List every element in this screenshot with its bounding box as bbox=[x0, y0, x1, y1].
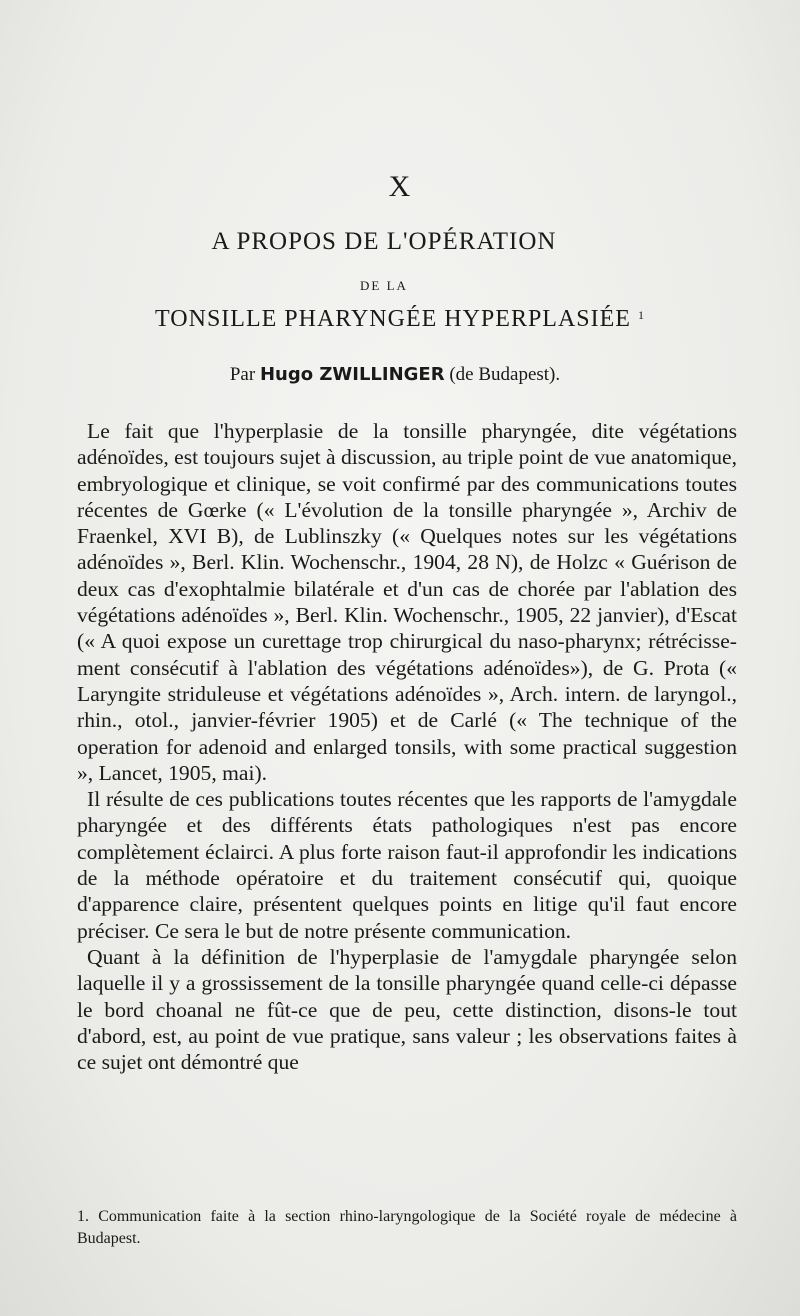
article-title-line2: DE LA bbox=[360, 278, 408, 293]
footnote-number: 1. bbox=[77, 1208, 89, 1225]
article-body bbox=[77, 418, 737, 1075]
byline-prefix: Par bbox=[229, 364, 256, 385]
byline bbox=[0, 364, 790, 386]
body-paragraph-1: Le fait que l'hyperplasie de la tonsille pharyngée, dite végétations adénoïdes, est toujours sujet à discussion, au triple point de vue anatomique, embryologique et clinique, se voit confirmé par des communications toutes récentes de Gœrke (« L'évolution de la tonsille pharyngée », Archiv de Fraenkel, XVI B), de Lublinszky (« Quelques notes sur les végétations adénoïdes », Berl. Klin. Wochenschr., 1904, 28 N), de Holzc « Guérison de deux cas d'exophtalmie bilatérale et d'un cas de chorée par l'ablation des végétations adénoïdes », Berl. Klin. Wochenschr., 1905, 22 janvier), d'Escat (« A quoi expose un curettage trop chirurgical du naso-pharynx; rétrécissement consécutif à l'ablation des végétations adénoïdes»), de G. Prota (« Laryngite striduleuse et végétations adénoïdes », Arch. intern. de laryngol., rhin., otol., janvier-février 1905) et de Carlé (« The technique of the operation for adenoid and enlarged tonsils, with some practical suggestion », Lancet, 1905, mai). bbox=[77, 419, 737, 785]
title-footnote-mark: 1 bbox=[637, 308, 645, 322]
title-text: TONSILLE PHARYNGÉE HYPERPLASIÉE bbox=[155, 306, 631, 332]
article-title-line1: A PROPOS DE L'OPÉRATION bbox=[211, 228, 557, 255]
body-paragraph-3: Quant à la définition de l'hyperplasie de l'amygdale pharyngée selon laquelle il y a grossissement de la tonsille pharyngée quand celle-ci dépasse le bord choanal ne fût-ce que de peu, cette distinction, disons-le tout d'abord, est, au point de vue pratique, sans valeur ; les observations faites à ce sujet ont démontré que bbox=[77, 944, 737, 1075]
chapter-number: X bbox=[388, 170, 412, 203]
footnote bbox=[77, 1206, 737, 1250]
author-name: Hugo ZWILLINGER bbox=[259, 364, 445, 385]
article-title-line3 bbox=[0, 306, 800, 333]
footnote-text: Communication faite à la section rhino-laryngologique de la Société royale de médecine à Budapest. bbox=[77, 1208, 738, 1247]
body-paragraph-2: Il résulte de ces publications toutes récentes que les rapports de l'amygdale pharyngée et des différents états pathologiques n'est pas encore complètement éclairci. A plus forte raison faut-il approfondir les indications de la méthode opératoire et du traitement consécutif qui, quoique d'apparence claire, présentent quelques points en litige qu'il faut encore préciser. Ce sera le but de notre présente communication. bbox=[77, 787, 737, 943]
author-affiliation: (de Budapest). bbox=[449, 364, 561, 385]
